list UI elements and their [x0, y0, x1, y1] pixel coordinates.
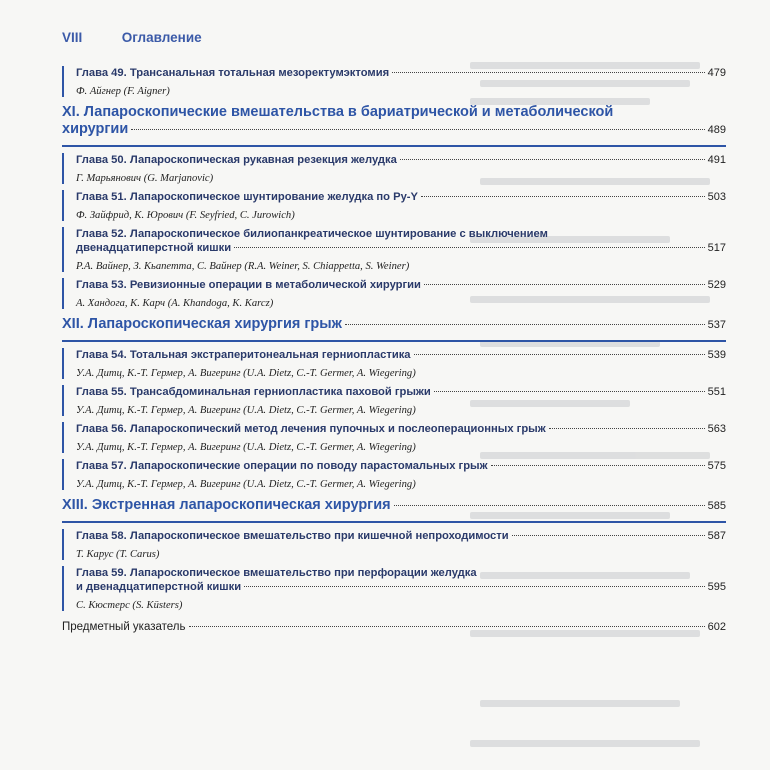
- table-of-contents: [62, 60, 726, 634]
- page-title: Оглавление: [121, 30, 202, 45]
- section-title: XII. Лапароскопическая хирургия грыж: [62, 316, 342, 332]
- chapter-title-row: [76, 278, 726, 292]
- section-heading[interactable]: [62, 104, 726, 147]
- page-number: 529: [707, 279, 726, 291]
- section-rule: [62, 340, 726, 342]
- page-number: 503: [707, 191, 726, 203]
- chapter-title: [76, 278, 726, 292]
- section-rule: [62, 521, 726, 523]
- chapter-authors: Ф. Айгнер (F. Aigner): [76, 86, 170, 97]
- chapter-entry[interactable]: [62, 459, 726, 490]
- dot-leader: [400, 159, 705, 160]
- page-number: 537: [707, 319, 726, 331]
- page-header: [62, 30, 202, 45]
- chapter-title-line: Глава 52. Лапароскопическое билиопанкреатическое шунтирование с выключением: [76, 228, 548, 240]
- section-title-row: [62, 497, 726, 515]
- page-number: 489: [707, 124, 726, 136]
- dot-leader: [434, 391, 705, 392]
- dot-leader: [394, 505, 705, 506]
- chapter-title-row: [76, 580, 726, 594]
- chapter-title-line: Глава 59. Лапароскопическое вмешательство при перфорации желудка: [76, 567, 477, 579]
- section-title: XIII. Экстренная лапароскопическая хирургия: [62, 497, 391, 513]
- index-title: Предметный указатель: [62, 621, 186, 633]
- chapter-title-text: Глава 56. Лапароскопический метод лечения пупочных и послеоперационных грыж: [76, 423, 546, 435]
- section-heading[interactable]: [62, 497, 726, 523]
- chapter-title-row: [76, 348, 726, 362]
- dot-leader: [131, 129, 704, 130]
- chapter-entry[interactable]: [62, 566, 726, 611]
- chapter-title: [76, 190, 726, 204]
- chapter-title-text: Глава 50. Лапароскопическая рукавная резекция желудка: [76, 154, 397, 166]
- chapter-title: [76, 227, 726, 255]
- chapter-title: [76, 459, 726, 473]
- chapter-authors: У.А. Дитц, К.-Т. Гермер, А. Вигеринг (U.A. Dietz, C.-T. Germer, A. Wiegering): [76, 405, 416, 416]
- page-number: 575: [707, 460, 726, 472]
- chapter-title-text: Глава 49. Трансанальная тотальная мезоректумэктомия: [76, 67, 390, 79]
- chapter-authors: У.А. Дитц, К.-Т. Гермер, А. Вигеринг (U.A. Dietz, C.-T. Germer, A. Wiegering): [76, 479, 416, 490]
- chapter-entry[interactable]: [62, 190, 726, 221]
- page-number: 602: [707, 621, 726, 633]
- dot-leader: [491, 465, 705, 466]
- page-number: 587: [707, 530, 726, 542]
- chapter-authors: Ф. Зайфрид, К. Юрович (F. Seyfried, C. Jurowich): [76, 210, 295, 221]
- chapter-title-row: [76, 190, 726, 204]
- chapter-title-text: Глава 58. Лапароскопическое вмешательство при кишечной непроходимости: [76, 530, 509, 542]
- chapter-title-row: [76, 459, 726, 473]
- chapter-title-row: [76, 241, 726, 255]
- dot-leader: [189, 626, 705, 627]
- chapter-entry[interactable]: [62, 227, 726, 272]
- chapter-authors: С. Кюстерс (S. Küsters): [76, 600, 183, 611]
- chapter-title-row: [76, 385, 726, 399]
- chapter-authors: У.А. Дитц, К.-Т. Гермер, А. Вигеринг (U.A. Dietz, C.-T. Germer, A. Wiegering): [76, 368, 416, 379]
- chapter-title-text: Глава 53. Ревизионные операции в метаболической хирургии: [76, 279, 421, 291]
- dot-leader: [234, 247, 705, 248]
- dot-leader: [244, 586, 705, 587]
- chapter-title-row: [76, 66, 726, 80]
- dot-leader: [414, 354, 705, 355]
- section-title-row: [62, 121, 726, 139]
- section-title-line: XI. Лапароскопические вмешательства в бариатрической и метаболической: [62, 104, 614, 120]
- page-number: 517: [707, 242, 726, 254]
- chapter-entry[interactable]: [62, 529, 726, 560]
- page-number: 585: [707, 500, 726, 512]
- chapter-title-row: [76, 422, 726, 436]
- dot-leader: [421, 196, 705, 197]
- chapter-title-text: Глава 51. Лапароскопическое шунтирование желудка по Ру-Y: [76, 191, 418, 203]
- chapter-title: [76, 348, 726, 362]
- chapter-authors: Г. Марьянович (G. Marjanovic): [76, 173, 214, 184]
- chapter-title-text: и двенадцатиперстной кишки: [76, 581, 242, 593]
- dot-leader: [424, 284, 705, 285]
- chapter-title: [76, 385, 726, 399]
- subject-index-entry[interactable]: [62, 620, 726, 634]
- page-number: 479: [707, 67, 726, 79]
- chapter-title: [76, 566, 726, 594]
- chapter-title-text: двенадцатиперстной кишки: [76, 242, 232, 254]
- page-number: 595: [707, 581, 726, 593]
- chapter-entry[interactable]: [62, 385, 726, 416]
- section-rule: [62, 145, 726, 147]
- chapter-authors: У.А. Дитц, К.-Т. Гермер, А. Вигеринг (U.A. Dietz, C.-T. Germer, A. Wiegering): [76, 442, 416, 453]
- chapter-entry[interactable]: [62, 153, 726, 184]
- dot-leader: [345, 324, 705, 325]
- chapter-entry[interactable]: [62, 278, 726, 309]
- chapter-authors: А. Хандога, К. Карч (A. Khandoga, K. Karcz): [76, 298, 274, 309]
- section-title-row: [62, 316, 726, 334]
- chapter-title-text: Глава 57. Лапароскопические операции по поводу парастомальных грыж: [76, 460, 488, 472]
- chapter-authors: Р.А. Вайнер, З. Кьапетта, С. Вайнер (R.A. Weiner, S. Chiappetta, S. Weiner): [76, 261, 410, 272]
- page-number: 551: [707, 386, 726, 398]
- page-number: 491: [707, 154, 726, 166]
- chapter-title-text: Глава 55. Трансабдоминальная герниопластика паховой грыжи: [76, 386, 431, 398]
- page-number: 539: [707, 349, 726, 361]
- chapter-title-text: Глава 54. Тотальная экстраперитонеальная герниопластика: [76, 349, 411, 361]
- chapter-title: [76, 422, 726, 436]
- chapter-entry[interactable]: [62, 348, 726, 379]
- chapter-title: [76, 66, 726, 80]
- chapter-title-row: [76, 153, 726, 167]
- section-title: хирургии: [62, 121, 129, 137]
- dot-leader: [512, 535, 705, 536]
- chapter-authors: Т. Карус (T. Carus): [76, 549, 160, 560]
- page-number: 563: [707, 423, 726, 435]
- chapter-title: [76, 153, 726, 167]
- dot-leader: [549, 428, 705, 429]
- page-number: VIII: [62, 30, 83, 45]
- chapter-entry[interactable]: [62, 422, 726, 453]
- chapter-entry[interactable]: [62, 66, 726, 97]
- section-heading[interactable]: [62, 316, 726, 342]
- chapter-title: [76, 529, 726, 543]
- chapter-title-row: [76, 529, 726, 543]
- dot-leader: [392, 72, 705, 73]
